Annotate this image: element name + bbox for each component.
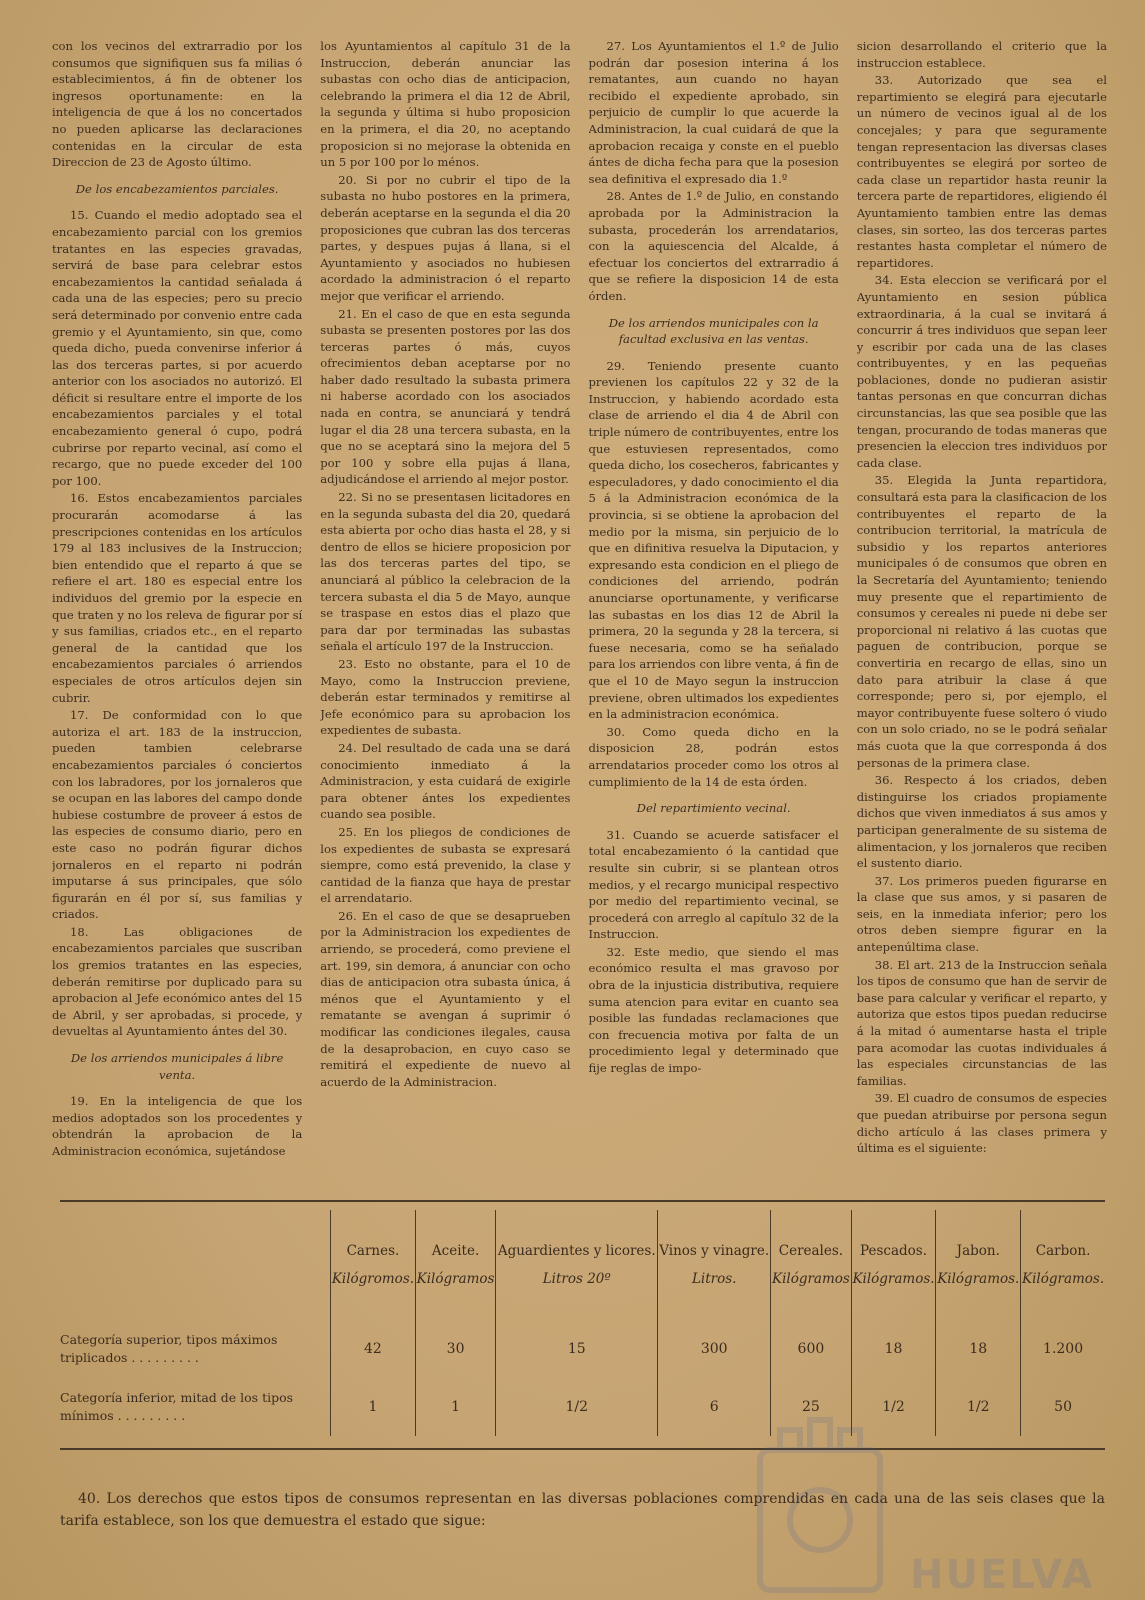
table-cell: 50 [1021,1378,1105,1436]
paragraph: 15. Cuando el medio adoptado sea el encabezamiento parcial con los gremios tratantes en las especies gravadas, servirá de base para celebrar estos encabezamientos la cantidad señalada á cada una de las especies; pero su precio será determinado por convenio entre cada gremio y el Ayuntamiento, sin que, como queda dicho, pueda convenirse inferior á las dos terceras partes, si por acuerdo anterior con los asociados no autorizó. El déficit si resultare entre el importe de los encabezamientos parciales y el total encabezamiento general ó cupo, podrá cubrirse por reparto vecinal, así como el recargo, que no puede exceder del 100 por 100. [52,208,303,488]
paragraph: 39. El cuadro de consumos de especies que puedan atribuirse por persona segun dicho artículo á las clases primera y última es el siguiente: [856,1091,1107,1156]
row-label: Categoría superior, tipos máximos triplicados . . . . . . . . . [60,1332,278,1365]
header-cell: Vinos y vinagre. Litros. [658,1210,771,1320]
paragraph-40: 40. Los derechos que estos tipos de consumos representan en las diversas poblaciones comprendidas en cada una de las seis clases que la tarifa establece, son los que demuestra el estado que sigue: [60,1491,1105,1529]
paragraph: 21. En el caso de que en esta segunda subasta se presenten postores por las dos terceras partes ó más, cuyos ofrecimientos deban aceptarse por no haber dado resultado la subasta primera ni haberse acordado con los asociados nada en contra, se anunciará y tendrá lugar el dia 28 una tercera subasta, en la que no se aceptará sino la mejora del 5 por 100 y sobre ella pujas á llana, adjudicándose el arriendo al mejor postor. [320,306,571,487]
table-cell: 1/2 [851,1378,936,1436]
paragraph: 25. En los pliegos de condiciones de los expedientes de subasta se expresará siempre, como está prevenido, la clase y cantidad de la fianza que haya de prestar el arrendatario. [320,824,571,906]
paragraph: 19. En la inteligencia de que los medios adoptados son los procedentes y obtendrán la aprobacion de la Administracion económica, sujetándose [52,1094,303,1158]
paragraph: 26. En el caso de que se desaprueben por la Administracion los expedientes de arriendo, se procederá, como previene el art. 199, sin demora, á anunciar con ocho dias de anticipacion otra subasta única, á ménos que el Ayuntamiento y el rematante se avengan á suprimir ó modificar las condiciones ilegales, causa de la desaprobacion, en cuyo caso se remitirá el expediente de nuevo al acuerdo de la Administracion. [320,908,571,1089]
paragraph: 29. Teniendo presente cuanto previenen los capítulos 22 y 32 de la Instruccion, y habiendo acordado esta clase de arriendo el dia 4 de Abril con triple número de contribuyentes, entre los que estuviesen representados, como queda dicho, los cosecheros, fabricantes y especuladores, y dado conocimiento el dia 5 á la Administracion económica de la provincia, si se obtiene la aprobacion del medio por la misma, sin perjuicio de lo que en difinitiva resuelva la Diputacion, y expresando esta condicion en el pliego de condiciones del arriendo, podrán anunciarse oportunamente, y verificarse las subastas en los dias 12 de Abril la primera, 20 la segunda y 28 la tercera, si fuese necesaria, como se ha señalado para los arriendos con libre venta, á fin de que el 10 de Mayo segun la instruccion previene, obren ultimados los expedientes en la administracion económica. [588,358,839,722]
paragraph: 16. Estos encabezamientos parciales procurarán acomodarse á las prescripciones contenidas en los artículos 179 al 183 inclusives de la Instruccion; bien entendido que el reparto á que se refiere el art. 180 es especial entre los individuos del gremio por la especie en que traten y no los releva de figurar por sí y sus familias, criados etc., en el reparto general de la cantidad que los encabezamientos parciales ó arriendos especiales de otros artículos dejen sin cubrir. [52,491,303,705]
paragraph: 31. Cuando se acuerde satisfacer el total encabezamiento ó la cantidad que resulte sin cubrir, si se plantean otros medios, y el recargo municipal respectivo por medio del repartimiento vecinal, se procederá con arreglo al capítulo 32 de la Instruccion. [588,827,839,942]
table-cell: 6 [658,1378,771,1436]
table-cell: 30 [415,1320,495,1378]
paragraph: 22. Si no se presentasen licitadores en en la segunda subasta del dia 20, quedará esta abierta por ocho dias hasta el 28, y si dentro de ellos se hiciere proposicion por las dos terceras partes del tipo, se anunciará al público la celebracion de la tercera subasta el dia 5 de Mayo, aunque se traspase en estos dias el plazo que para dar por terminadas las subastas señala el artículo 197 de la Instruccion. [320,490,571,654]
table-row [60,1320,1105,1378]
table-header-row [60,1210,1105,1320]
column-3 [589,38,839,1188]
paragraph: los Ayuntamientos al capítulo 31 de la Instruccion, deberán anunciar las subastas con ocho dias de anticipacion, celebrando la primera el dia 12 de Abril, la segunda y última si hubo proposicion en la primera, el dia 20, no aceptando proposicion si no mejorase la obtenida en un 5 por 100 por lo ménos. [320,39,571,170]
header-cell: Jabon. Kilógramos. [936,1210,1021,1320]
paragraph: 23. Esto no obstante, para el 10 de Mayo, como la Instruccion previene, deberán estar terminados y remitirse al Jefe económico para su aprobacion los expedientes de subasta. [320,656,571,738]
section-heading: De los encabezamientos parciales. [75,181,279,196]
section-heading: De los arriendos municipales con la facultad exclusiva en las ventas. [608,315,819,347]
table-corner [60,1210,331,1320]
header-cell: Pescados. Kilógramos. [851,1210,936,1320]
table-cell: 600 [771,1320,851,1378]
paragraph: sicion desarrollando el criterio que la instruccion establece. [856,39,1107,70]
table-cell: 18 [936,1320,1021,1378]
paragraph: 20. Si por no cubrir el tipo de la subasta no hubo postores en la primera, deberán aceptarse en la segunda el dia 20 proposiciones que cubran las dos terceras partes, y despues pujas á llana, si el Ayuntamiento y asociados no hubiesen acordado la administracion ó el reparto mejor que verificar el arriendo. [320,172,571,303]
paragraph: 32. Este medio, que siendo el mas económico resulta el mas gravoso por obra de la injusticia distributiva, requiere suma atencion para evitar en cuanto sea posible las fundadas reclamaciones que con frecuencia motiva por falta de un procedimiento legal y determinado que fije reglas de impo- [588,944,839,1076]
paragraph: 38. El art. 213 de la Instruccion señala los tipos de consumo que han de servir de base para calcular y verificar el reparto, y autoriza que estos tipos puedan reducirse á la mitad ó aumentarse hasta el triple para acomodar las cuotas individuales á las especiales circunstancias de las familias. [856,957,1107,1088]
header-cell: Carnes. Kilógromos. [331,1210,416,1320]
paragraph: 30. Como queda dicho en la disposicion 28, podrán estos arrendatarios proceder como los otros al cumplimiento de la 14 de esta órden. [588,724,839,789]
watermark-text: HUELVA [910,1552,1095,1598]
header-cell: Aceite. Kilógramos [415,1210,495,1320]
table-cell: 1/2 [496,1378,658,1436]
column-2 [320,38,570,1188]
column-4 [857,38,1107,1188]
header-cell: Cereales. Kilógramos [771,1210,851,1320]
paragraph: 18. Las obligaciones de encabezamientos parciales que suscriban los gremios tratantes en las especies, deberán remitirse por duplicado para su aprobacion al Jefe económico antes del 15 de Abril, y ser aprobadas, si procede, y devueltas al Ayuntamiento ántes del 30. [52,924,303,1039]
paragraph: 24. Del resultado de cada una se dará conocimiento inmediato á la Administracion, y esta cuidará de exigirle para obtener ántes los expedientes cuando sea posible. [320,740,571,822]
table-top-rule [60,1200,1105,1202]
table-cell: 300 [658,1320,771,1378]
text-columns [52,38,1107,1188]
paragraph: 34. Esta eleccion se verificará por el Ayuntamiento en sesion pública extraordinaria, á la cual se invitará á concurrir á tres individuos que sepan leer y escribir por cada una de las clases contribuyentes, y en las pequeñas poblaciones, donde no pudieran asistir tantas personas en que concurran dichas circunstancias, las que sea posible que las tengan, procurando de todas maneras que presencien la eleccion tres individuos por cada clase. [856,273,1107,470]
paragraph: 35. Elegida la Junta repartidora, consultará esta para la clasificacion de los contribuyentes el reparto de la contribucion territorial, la matrícula de subsidio y los repartos anteriores municipales ó de consumos que obren en la Secretaría del Ayuntamiento; teniendo muy presente que el repartimiento de consumos y cereales ni puede ni debe ser proporcional ni relativo á las cuotas que paguen de contribucion, porque se convertiria en recargo de ellas, sino un dato para atribuir la clase á que corresponde; pero si, por ejemplo, el mayor contribuyente fuese soltero ó viudo con un solo criado, no se le podrá señalar más cuota que la que corresponda á dos personas de la primera clase. [856,473,1107,770]
table-cell: 1 [331,1378,416,1436]
table-cell: 25 [771,1378,851,1436]
consumption-table [60,1210,1105,1436]
paragraph: 27. Los Ayuntamientos el 1.º de Julio podrán dar posesion interina á los rematantes, aun cuando no hayan recibido el expediente aprobado, sin perjuicio de cumplir lo que acuerde la Administracion, la cual cuidará de que la aprobacion recaiga y conste en el pueblo ántes de dicha fecha para que la posesion sea definitiva el expresado dia 1.º [588,39,839,186]
paragraph: 33. Autorizado que sea el repartimiento se elegirá para ejecutarle un número de vecinos igual al de los concejales; y para que seguramente tengan representacion las diversas clases contribuyentes se elegirá por sorteo de cada clase un repartidor hasta reunir la tercera parte de repartidores, eligiendo él Ayuntamiento tambien entre las demas clases, sin sorteo, las dos terceras partes restantes hasta completar el número de repartidores. [856,73,1107,270]
table-cell: 18 [851,1320,936,1378]
paragraph: 17. De conformidad con lo que autoriza el art. 183 de la instruccion, pueden tambien celebrarse encabezamientos parciales ó conciertos con los labradores, por los jornaleros que se ocupan en las labores del campo donde hubiese costumbre de proveer á estos de las especies de consumo diario, pero en este caso no podrán figurar dichos jornaleros en el reparto ni podrán imputarse á sus principales, que sólo figurarán en él por sí, sus familias y criados. [52,708,303,922]
paragraph: 36. Respecto á los criados, deben distinguirse los criados propiamente dichos que viven inmediatos á sus amos y participan generalmente de su sistema de alimentacion, y los jornaleros que reciben el sustento diario. [856,773,1107,871]
paragraph: con los vecinos del extrarradio por los consumos que signifiquen sus fa milias ó establecimientos, á fin de obtener los ingresos oportunamente: en la inteligencia de que á los no concertados no pueden aplicarse las declaraciones contenidas en la circular de esta Direccion de 23 de Agosto último. [52,39,303,170]
table-cell: 1 [415,1378,495,1436]
section-heading: Del repartimiento vecinal. [636,801,791,816]
paragraph: 37. Los primeros pueden figurarse en la clase que sus amos, y si pasaren de seis, en la inmediata inferior; pero los otros deben siempre figurar en la antepenúltima clase. [856,873,1107,955]
section-heading: De los arriendos municipales á libre venta. [70,1051,284,1082]
header-cell: Carbon. Kilógramos. [1021,1210,1105,1320]
paragraph: 28. Antes de 1.º de Julio, en constando aprobada por la Administracion la subasta, procederán los arrendatarios, con la aquiescencia del Alcalde, á efectuar los conciertos del extrarradio á que se refiere la disposicion 14 de esta órden. [588,189,839,303]
row-label: Categoría inferior, mitad de los tipos mínimos . . . . . . . . . [60,1390,294,1423]
table-cell: 1/2 [936,1378,1021,1436]
table-cell: 42 [331,1320,416,1378]
header-cell: Aguardientes y licores. Litros 20º [496,1210,658,1320]
table-cell: 1.200 [1021,1320,1105,1378]
column-1 [52,38,302,1188]
table-cell: 15 [496,1320,658,1378]
